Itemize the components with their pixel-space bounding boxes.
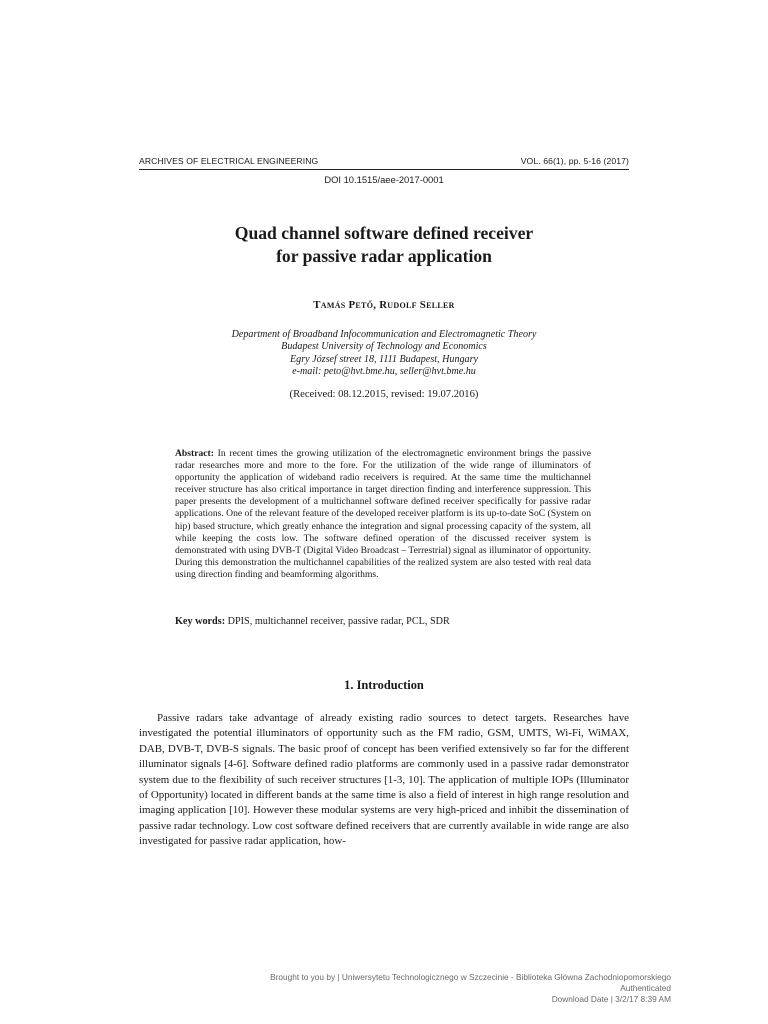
footer-provider: Brought to you by | Uniwersytetu Technologicznego w Szczecinie - Biblioteka Główna Zachodniopomorskiego: [270, 972, 671, 982]
doi: DOI 10.1515/aee-2017-0001: [324, 174, 444, 185]
received-dates: (Received: 08.12.2015, revised: 19.07.2016): [289, 389, 479, 400]
download-footer: [111, 972, 671, 1005]
abstract-text: In recent times the growing utilization of the electromagnetic environment brings the passive radar researches more and more to the fore. For the utilization of the wide range of illuminators of opportunity the application of wideband radio receivers is required. At the same time the multichannel receiver structure has also critical importance in target direction finding and interference suppression. This paper presents the development of a multichannel software defined receiver specifically for passive radar applications. One of the relevant feature of the developed receiver platform is its up-to-date SoC (System on hip) based structure, which greatly enhance the integration and signal processing capacity of the system, all while keeping the costs low. The software defined operation of the discussed receiver system is demonstrated with using DVB-T (Digital Video Broadcast – Terrestrial) signal as illuminator of opportunity. During this demonstration the multichannel capabilities of the realized system are also tested with real data using direction finding and beamforming algorithms.: [175, 448, 591, 580]
keywords: [175, 616, 591, 627]
affiliation-email: e-mail: peto@hvt.bme.hu, seller@hvt.bme.hu: [292, 365, 476, 377]
journal-name: ARCHIVES OF ELECTRICAL ENGINEERING: [139, 156, 319, 166]
volume-info: VOL. 66(1), pp. 5-16 (2017): [520, 156, 629, 166]
keywords-label: Key words:: [175, 616, 226, 627]
introduction-paragraph: Passive radars take advantage of already existing radio sources to detect targets. Researches have investigated the potential illuminators of opportunity such as the FM radio, GSM, UMTS, Wi-Fi, WiMAX, DAB, DVB-T, DVB-S signals. The basic proof of concept has been verified extensively so far for the different illuminator signals [4-6]. Software defined radio platforms are commonly used in a passive radar demonstrator system due to the flexibility of such receiver structures [1-3, 10]. The application of multiple IOPs (Illuminator of Opportunity) located in different bands at the same time is also a field of interest in high range resolution and imaging application [10]. However these modular systems are very high-priced and inhibit the dissemination of passive radar technology. Low cost software defined receivers that are currently available in wide range are also investigated for passive radar application, how-: [139, 712, 629, 848]
affiliation-address: Egry József street 18, 1111 Budapest, Hungary: [289, 353, 478, 365]
affiliation-department: Department of Broadband Infocommunication and Electromagnetic Theory: [231, 329, 537, 340]
running-header: [139, 155, 629, 170]
footer-download-date: Download Date | 3/2/17 8:39 AM: [551, 994, 671, 1004]
paper-title: [0, 222, 768, 268]
paper-title-line-1: Quad channel software defined receiver: [234, 223, 534, 243]
affiliation-university: Budapest University of Technology and Economics: [281, 341, 487, 353]
section-heading-introduction: 1. Introduction: [344, 678, 424, 692]
abstract-label: Abstract:: [175, 448, 214, 459]
affiliation: [0, 329, 768, 378]
paper-title-line-2: for passive radar application: [276, 246, 492, 266]
keywords-text: DPIS, multichannel receiver, passive radar, PCL, SDR: [227, 616, 450, 627]
authors: Tamás Pető, Rudolf Seller: [313, 299, 455, 311]
footer-authenticated: Authenticated: [620, 983, 671, 993]
abstract: [175, 448, 591, 581]
